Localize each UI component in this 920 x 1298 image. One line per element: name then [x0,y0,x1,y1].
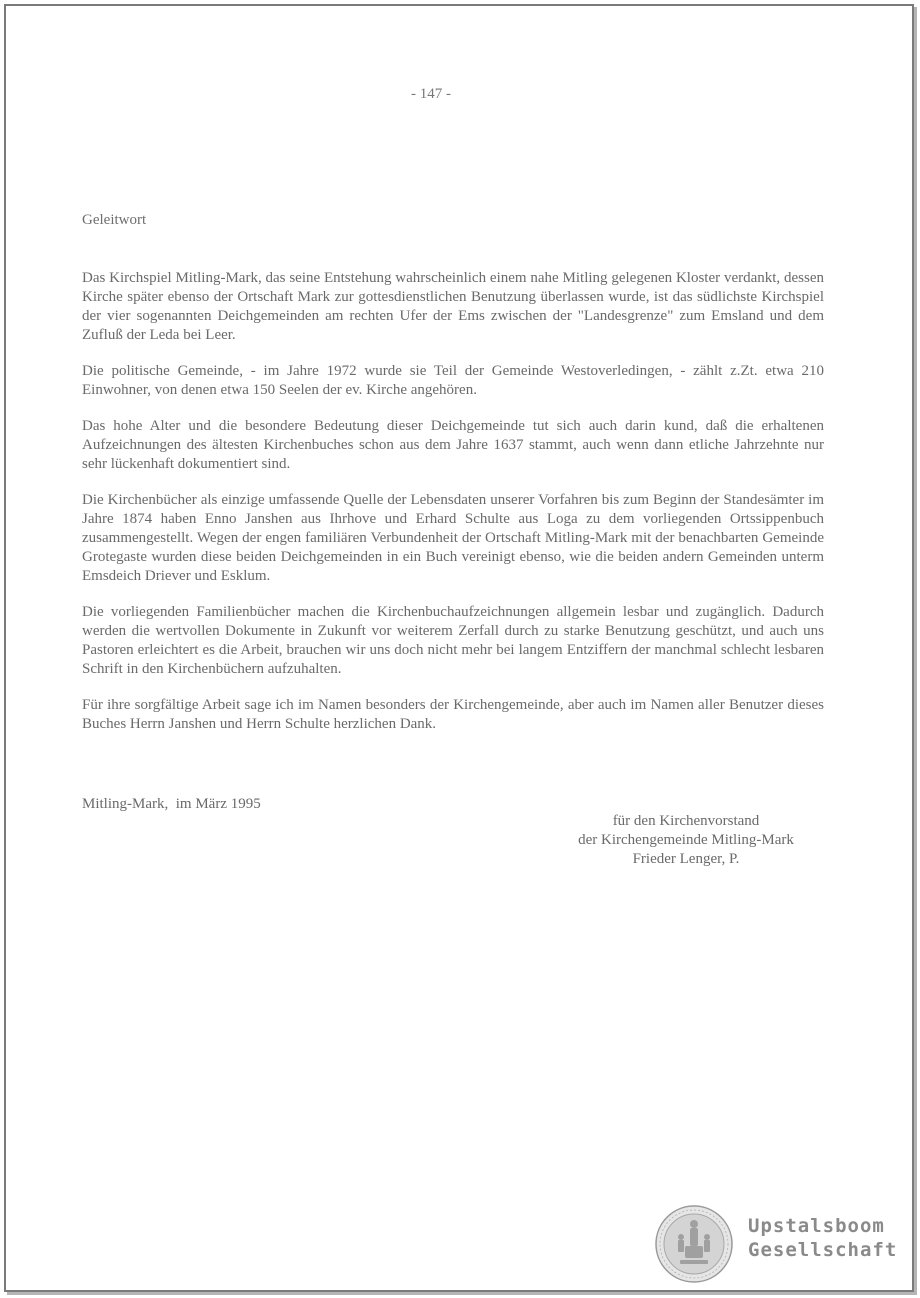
body-text [82,269,824,751]
signature-block [546,812,826,869]
society-name-line-2: Gesellschaft [748,1239,898,1261]
paragraph-4: Die Kirchenbücher als einzige umfassende Quelle der Lebensdaten unserer Vorfahren bis zum Beginn der Standesämter im Jahre 1874 haben Enno Janshen aus Ihrhove und Erhard Schulte aus Loga zu dem vorliegenden Ortssippenbuch zusammengestellt. Wegen der engen familiären Verbundenheit der Ortschaft Mitling-Mark mit der benachbarten Gemeinde Grotegaste wurden diese beiden Deichgemeinden in ein Buch vereinigt ebenso, wie die beiden andern Gemeinden unterm Emsdeich Driever und Esklum. [82,492,824,584]
page-number: - 147 - [411,86,451,102]
paragraph-2: Die politische Gemeinde, - im Jahre 1972 wurde sie Teil der Gemeinde Westoverledingen, - zählt z.Zt. etwa 210 Einwohner, von denen etwa 150 Seelen der ev. Kirche angehören. [82,363,824,398]
place-date: Mitling-Mark, im März 1995 [82,796,261,812]
paragraph-1: Das Kirchspiel Mitling-Mark, das seine Entstehung wahrscheinlich einem nahe Mitling gelegenen Kloster verdankt, dessen Kirche später ebenso der Ortschaft Mark zur gottesdienstlichen Benutzung überlassen wurde, ist das südlichste Kirchspiel der vier sogenannten Deichgemeinden am rechten Ufer der Ems zwischen der "Landesgrenze" zum Emsland und dem Zufluß der Leda bei Leer. [82,270,824,343]
seal-icon [654,1204,734,1284]
signature-line-3: Frieder Lenger, P. [632,851,740,867]
society-name-line-1: Upstalsboom [748,1215,885,1237]
signature-line-1: für den Kirchenvorstand [612,813,760,829]
document-heading: Geleitwort [82,212,147,228]
paragraph-6: Für ihre sorgfältige Arbeit sage ich im Namen besonders der Kirchengemeinde, aber auch im Namen aller Benutzer dieses Buches Herrn Janshen und Herrn Schulte herzlichen Dank. [82,697,824,732]
society-name [748,1214,897,1262]
signature-line-2: der Kirchengemeinde Mitling-Mark [578,832,794,848]
society-logo [654,1202,904,1288]
paragraph-3: Das hohe Alter und die besondere Bedeutung dieser Deichgemeinde tut sich auch darin kund, daß die erhaltenen Aufzeichnungen des ältesten Kirchenbuches schon aus dem Jahre 1637 stammt, auch wenn dann etliche Jahrzehnte nur sehr lückenhaft dokumentiert sind. [82,418,824,472]
document-page [4,4,914,1292]
paragraph-5: Die vorliegenden Familienbücher machen die Kirchenbuchaufzeichnungen allgemein lesbar und zugänglich. Dadurch werden die wertvollen Dokumente in Zukunft vor weiterem Zerfall durch zu starke Benutzung geschützt, und auch uns Pastoren erleichtert es die Arbeit, brauchen wir uns doch nicht mehr bei langem Entziffern der manchmal schlecht lesbaren Schrift in den Kirchenbüchern aufzuhalten. [82,604,824,677]
